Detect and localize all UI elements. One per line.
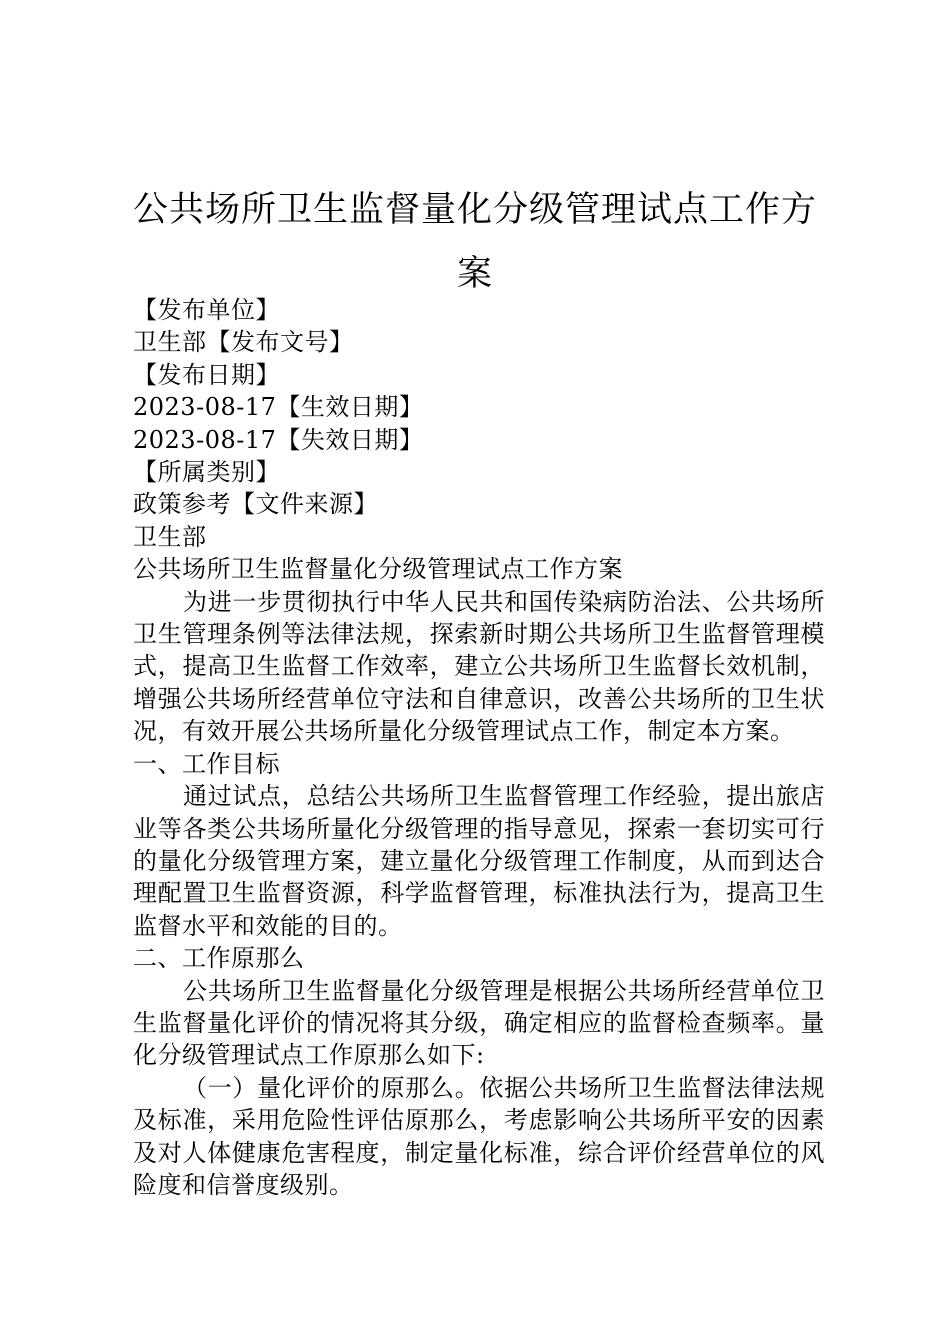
meta-publisher-label: 【发布单位】 bbox=[133, 296, 280, 324]
section-1-heading: 一、工作目标 bbox=[133, 749, 280, 778]
document-body bbox=[133, 294, 825, 1201]
meta-category-source: 政策参考【文件来源】 bbox=[133, 490, 378, 519]
meta-publish-date-label: 【发布日期】 bbox=[133, 360, 280, 389]
meta-expiry-date: 2023-08-17【失效日期】 bbox=[133, 425, 424, 454]
section-1-paragraph: 通过试点，总结公共场所卫生监督管理工作经验，提出旅店业等各类公共场所量化分级管理的指导意见，探索一套切实可行的量化分级管理方案，建立量化分级管理工作制度，从而到达合理配置卫生监督资源，科学监督管理，标准执法行为，提高卫生监督水平和效能的目的。 bbox=[133, 782, 825, 940]
title-line-2: 案 bbox=[456, 254, 493, 294]
document-title bbox=[120, 178, 830, 306]
principle-1-paragraph: （一）量化评价的原那么。依据公共场所卫生监督法律法规及标准，采用危险性评估原那么，考虑影响公共场所平安的因素及对人体健康危害程度，制定量化标准，综合评价经营单位的风险度和信誉度级别。 bbox=[133, 1073, 825, 1199]
intro-paragraph: 为进一步贯彻执行中华人民共和国传染病防治法、公共场所卫生管理条例等法律法规，探索新时期公共场所卫生监督管理模式，提高卫生监督工作效率，建立公共场所卫生监督长效机制，增强公共场所经营单位守法和自律意识，改善公共场所的卫生状况，有效开展公共场所量化分级管理试点工作，制定本方案。 bbox=[133, 587, 825, 746]
meta-document-name: 公共场所卫生监督量化分级管理试点工作方案 bbox=[133, 555, 623, 584]
meta-effective-date: 2023-08-17【生效日期】 bbox=[133, 393, 424, 422]
section-2-paragraph: 公共场所卫生监督量化分级管理是根据公共场所经营单位卫生监督量化评价的情况将其分级，确定相应的监督检查频率。量化分级管理试点工作原那么如下: bbox=[133, 976, 825, 1070]
section-2-heading: 二、工作原那么 bbox=[133, 944, 305, 973]
meta-category-label: 【所属类别】 bbox=[133, 458, 280, 487]
meta-publisher-docno: 卫生部【发布文号】 bbox=[133, 328, 354, 357]
title-line-1: 公共场所卫生监督量化分级管理试点工作方 bbox=[132, 190, 817, 230]
meta-source-value: 卫生部 bbox=[133, 522, 207, 551]
